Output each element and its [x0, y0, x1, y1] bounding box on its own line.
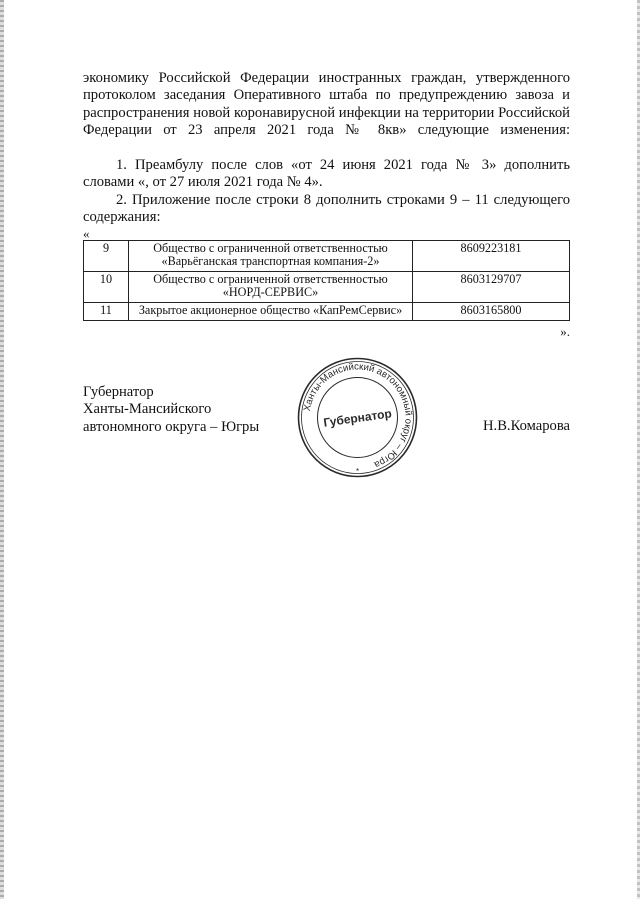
appendix-table	[83, 240, 570, 321]
signatory-title-line-2: Ханты-Мансийского	[83, 401, 212, 418]
table-cell-number: 11	[84, 303, 129, 321]
table-cell-organization: Закрытое акционерное общество «КапРемСервис»	[129, 303, 413, 321]
quote-close-mark: ».	[560, 323, 570, 339]
seal-star: *	[355, 467, 360, 476]
table-cell-number: 9	[84, 240, 129, 271]
table-cell-inn: 8609223181	[413, 240, 570, 271]
signatory-title	[83, 384, 259, 436]
paragraph-item-2: 2. Приложение после строки 8 дополнить строками 9 – 11 следующего содержания:	[83, 191, 570, 226]
table-row	[84, 271, 570, 302]
paragraph-intro: экономику Российской Федерации иностранных граждан, утвержденного протоколом заседания Оперативного штаба по предупреждению завоза и распространения новой коронавирусной инфекции на территории Российской Федерации от 23 апреля 2021 года № 8кв» следующие изменения:	[83, 70, 570, 139]
seal-center-text: Губернатор	[322, 406, 393, 430]
paragraph-item-1: 1. Преамбулу после слов «от 24 июня 2021 года № 3» дополнить словами «, от 27 июля 2021 года № 4».	[83, 157, 570, 191]
signatory-title-line-3: автономного округа – Югры	[83, 418, 260, 435]
signer-name: Н.В.Комарова	[483, 418, 570, 434]
signatory-title-line-1: Губернатор	[83, 384, 154, 400]
table-cell-inn: 8603129707	[413, 271, 570, 302]
table-row	[84, 240, 570, 271]
table-cell-inn: 8603165800	[413, 303, 570, 321]
table-row	[84, 303, 570, 321]
document-body	[83, 70, 570, 340]
seal-ring-text: Ханты-Мансийский автономный округ – Югра	[301, 361, 414, 471]
scan-edge-left	[0, 0, 4, 899]
table-cell-number: 10	[84, 271, 129, 302]
official-seal	[296, 356, 419, 479]
table-cell-organization: Общество с ограниченной ответственностью «Варьёганская транспортная компания-2»	[129, 240, 413, 271]
quote-open-mark: «	[83, 225, 90, 241]
table-cell-organization: Общество с ограниченной ответственностью «НОРД-СЕРВИС»	[129, 271, 413, 302]
